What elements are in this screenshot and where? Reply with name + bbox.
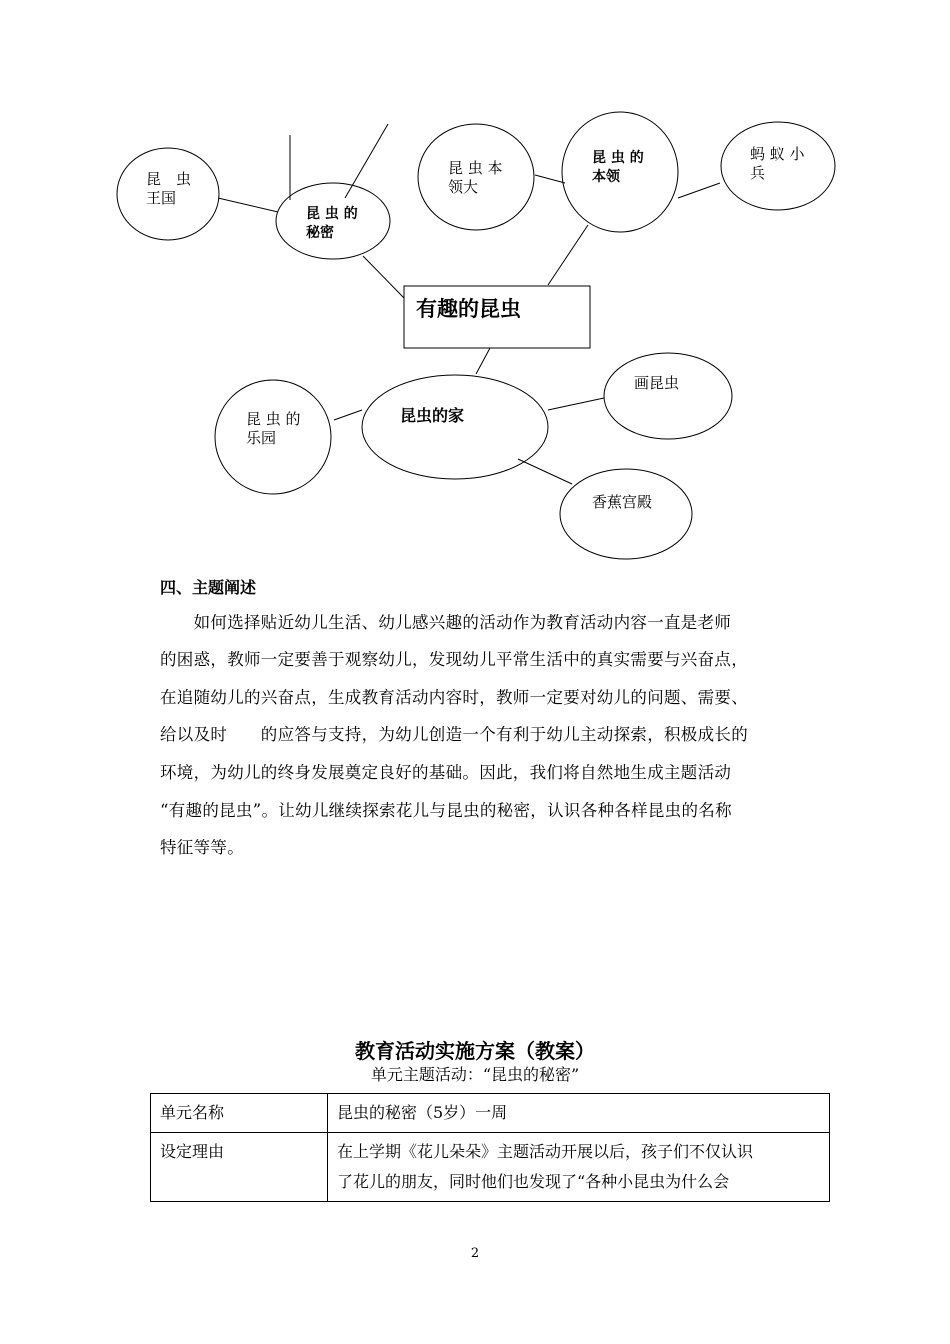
secret-label-1: 昆 虫 的 (306, 206, 358, 222)
mind-map (0, 0, 950, 570)
kingdom-label-2: 王国 (146, 189, 177, 207)
paragraph-line: 的困惑，教师一定要善于观察幼儿，发现幼儿平常生活中的真实需要与兴奋点， (160, 650, 748, 669)
page-number: 2 (470, 1246, 480, 1261)
ant-node (750, 145, 805, 183)
paragraph-line: 如何选择贴近幼儿生活、幼儿感兴趣的活动作为教育活动内容一直是老师 (160, 613, 732, 632)
secret-node (306, 205, 358, 243)
section-heading: 四、主题阐述 (160, 578, 257, 597)
connector-line (548, 225, 588, 285)
big-skill-label-1: 昆 虫 本 (448, 159, 503, 177)
unit-name-label: 单元名称 (151, 1094, 328, 1133)
secret-label-2: 秘密 (306, 225, 334, 241)
skill-label-2: 本领 (592, 169, 620, 185)
big-skill-node (448, 159, 503, 197)
skill-node (592, 149, 644, 187)
plan-title: 教育活动实施方案（教案） (355, 1039, 595, 1063)
kingdom-node (146, 170, 191, 208)
connector-line (345, 124, 388, 198)
paradise-label-1: 昆 虫 的 (246, 410, 301, 428)
home-circle (362, 375, 548, 479)
draw-node: 画昆虫 (634, 374, 680, 392)
connector-line (218, 198, 278, 212)
connector-line (548, 398, 604, 410)
big-skill-label-2: 领大 (448, 178, 479, 196)
paradise-label-2: 乐园 (246, 429, 277, 447)
plan-table (150, 1093, 830, 1202)
connector-line (535, 175, 565, 183)
skill-label-1: 昆 虫 的 (592, 150, 644, 166)
connector-line (334, 410, 362, 420)
reason-line: 了花儿的朋友，同时他们也发现了“各种小昆虫为什么会 (337, 1172, 730, 1191)
ant-label-1: 蚂 蚁 小 (750, 145, 805, 163)
plan-subtitle: 单元主题活动：“昆虫的秘密” (370, 1065, 580, 1084)
connector-line (363, 256, 404, 298)
home-node: 昆虫的家 (400, 406, 465, 425)
paragraph-line: 特征等等。 (160, 838, 244, 857)
banana-node: 香蕉宫殿 (592, 493, 653, 511)
connector-line (678, 183, 720, 198)
table-row (151, 1094, 830, 1133)
reason-value (328, 1133, 830, 1202)
connector-line (518, 459, 572, 484)
paragraph-line: “有趣的昆虫”。让幼儿继续探索花儿与昆虫的秘密，认识各种各样昆虫的名称 (160, 801, 732, 820)
paradise-node (246, 410, 301, 448)
draw-circle (604, 353, 732, 439)
unit-name-value: 昆虫的秘密（5岁）一周 (328, 1094, 830, 1133)
paragraph-line: 给以及时 的应答与支持，为幼儿创造一个有利于幼儿主动探索，积极成长的 (160, 725, 748, 744)
reason-label: 设定理由 (151, 1133, 328, 1202)
mindmap-center-title: 有趣的昆虫 (416, 297, 521, 321)
paragraph-line: 在追随幼儿的兴奋点，生成教育活动内容时，教师一定要对幼儿的问题、需要、 (160, 688, 748, 707)
kingdom-label-1: 昆 虫 (146, 170, 192, 188)
paragraph-line: 环境，为幼儿的终身发展奠定良好的基础。因此，我们将自然地生成主题活动 (160, 763, 732, 782)
reason-line: 在上学期《花儿朵朵》主题活动开展以后，孩子们不仅认识 (337, 1142, 754, 1161)
ant-label-2: 兵 (750, 164, 766, 182)
table-row (151, 1133, 830, 1202)
connector-line (476, 348, 490, 374)
banana-circle (560, 469, 692, 559)
